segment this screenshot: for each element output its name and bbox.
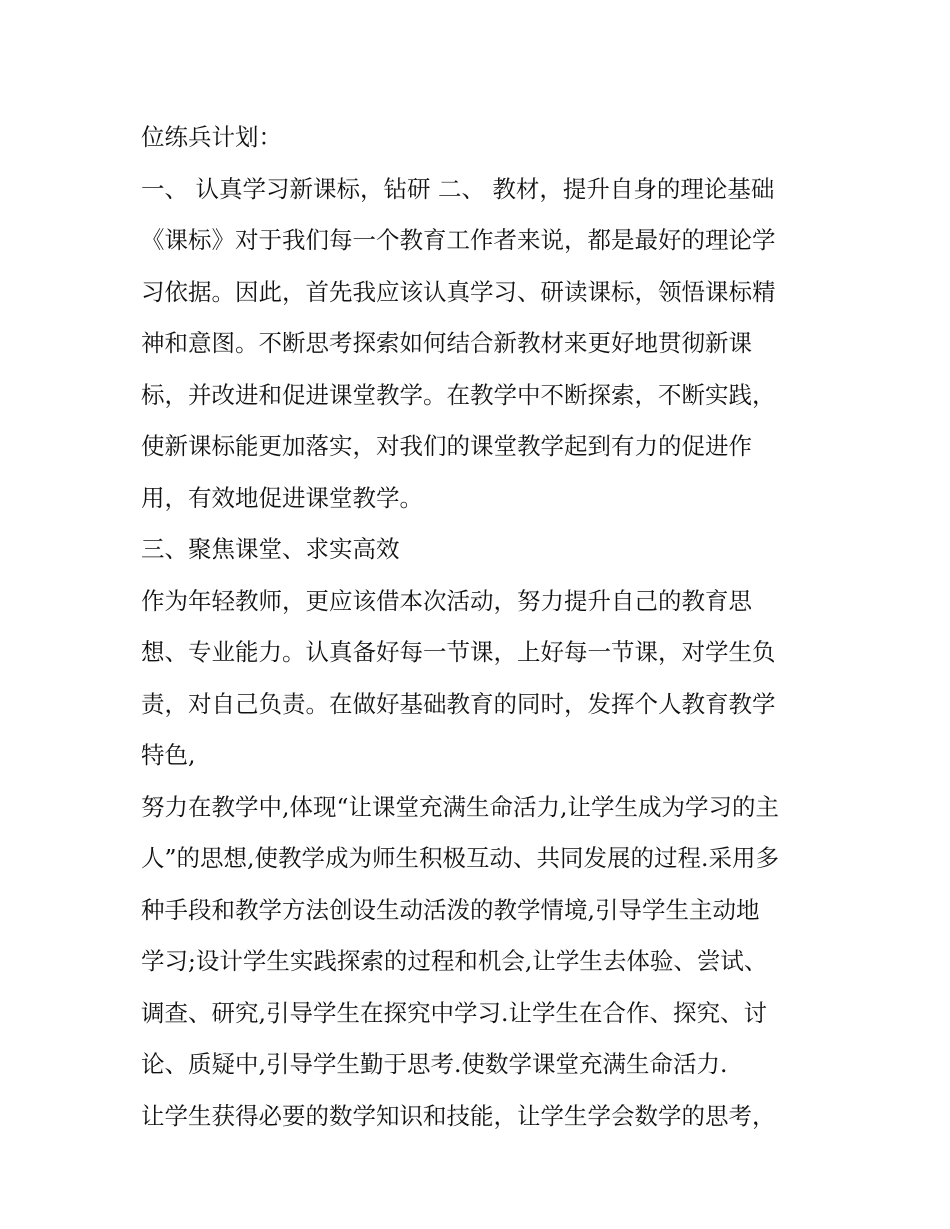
document-body: [141, 112, 821, 1142]
text-line: 位练兵计划：: [141, 123, 282, 151]
text-line: 《课标》对于我们每一个教育工作者来说，都是最好的理论学: [141, 226, 776, 254]
text-line: 特色,: [141, 741, 196, 769]
text-line: 三、聚焦课堂、求实高效: [141, 535, 400, 563]
text-line: 让学生获得必要的数学知识和技能，让学生学会数学的思考，: [141, 1101, 776, 1130]
text-line: 一、 认真学习新课标，钻研 二、 教材，提升自身的理论基础: [141, 174, 775, 203]
text-line: 标，并改进和促进课堂教学。在教学中不断探索，不断实践，: [141, 380, 776, 409]
text-line: 用，有效地促进课堂教学。: [141, 483, 423, 512]
text-line: 学习;设计学生实践探索的过程和机会,让学生去体验、尝试、: [141, 947, 768, 975]
text-line: 使新课标能更加落实，对我们的课堂教学起到有力的促进作: [141, 432, 752, 460]
text-line: 论、质疑中,引导学生勤于思考.使数学课堂充满生命活力.: [141, 1050, 728, 1078]
text-line: 想、专业能力。认真备好每一节课，上好每一节课，对学生负: [141, 638, 776, 666]
text-line: 责，对自己负责。在做好基础教育的同时，发挥个人教育教学: [141, 689, 776, 718]
text-line: 作为年轻教师，更应该借本次活动，努力提升自己的教育思: [141, 586, 752, 615]
text-line: 调查、研究,引导学生在探究中学习.让学生在合作、探究、讨: [141, 998, 767, 1027]
text-line: 种手段和教学方法创设生动活泼的教学情境,引导学生主动地: [141, 895, 760, 924]
text-line: 人”的思想,使教学成为师生积极互动、共同发展的过程.采用多: [141, 844, 779, 872]
text-line: 习依据。因此，首先我应该认真学习、研读课标，领悟课标精: [141, 277, 776, 306]
text-line: 努力在教学中,体现“让课堂充满生命活力,让学生成为学习的主: [141, 792, 779, 821]
text-line: 神和意图。不断思考探索如何结合新教材来更好地贯彻新课: [141, 329, 752, 357]
